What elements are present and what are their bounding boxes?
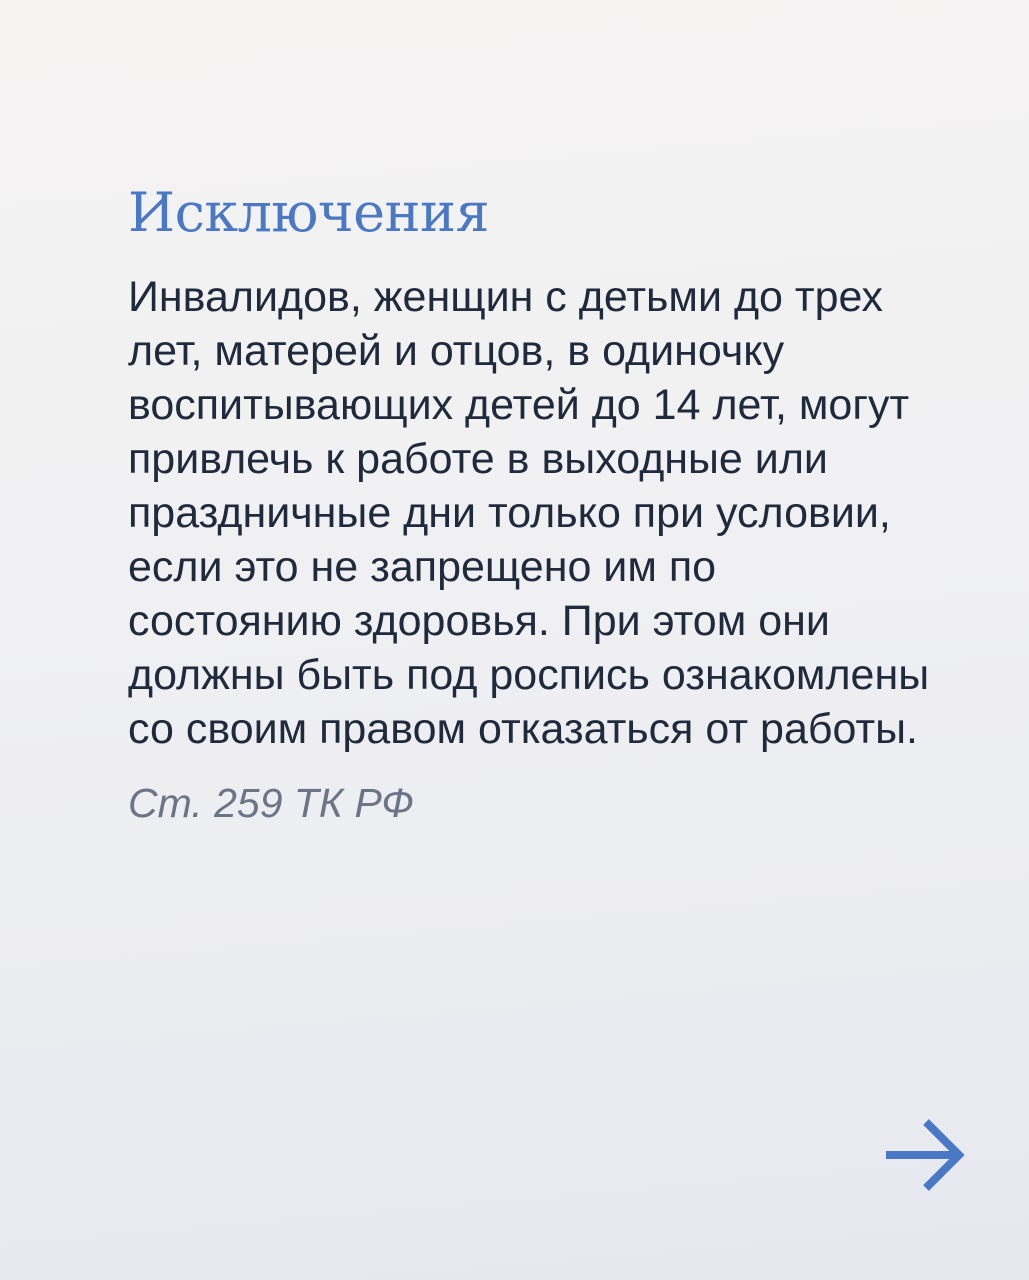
body-line: воспитывающих детей до 14 лет, могут [128, 381, 910, 429]
body-line: состоянию здоровья. При этом они [128, 597, 830, 645]
body-line: Инвалидов, женщин с детьми до трех [128, 273, 883, 321]
body-line: лет, матерей и отцов, в одиночку [128, 327, 785, 375]
body-line: привлечь к работе в выходные или [128, 435, 828, 483]
body-line: праздничные дни только при условии, [128, 489, 891, 537]
body-line: должны быть под роспись ознакомлены [128, 651, 930, 699]
body-line: со своим правом отказаться от работы. [128, 705, 918, 753]
law-citation: Ст. 259 ТК РФ [128, 780, 414, 826]
arrow-right-icon [878, 1112, 970, 1198]
next-slide-button[interactable] [878, 1112, 970, 1198]
body-line: если это не запрещено им по [128, 543, 717, 591]
slide-title: Исключения [128, 181, 490, 244]
slide-body-text [128, 270, 1008, 756]
